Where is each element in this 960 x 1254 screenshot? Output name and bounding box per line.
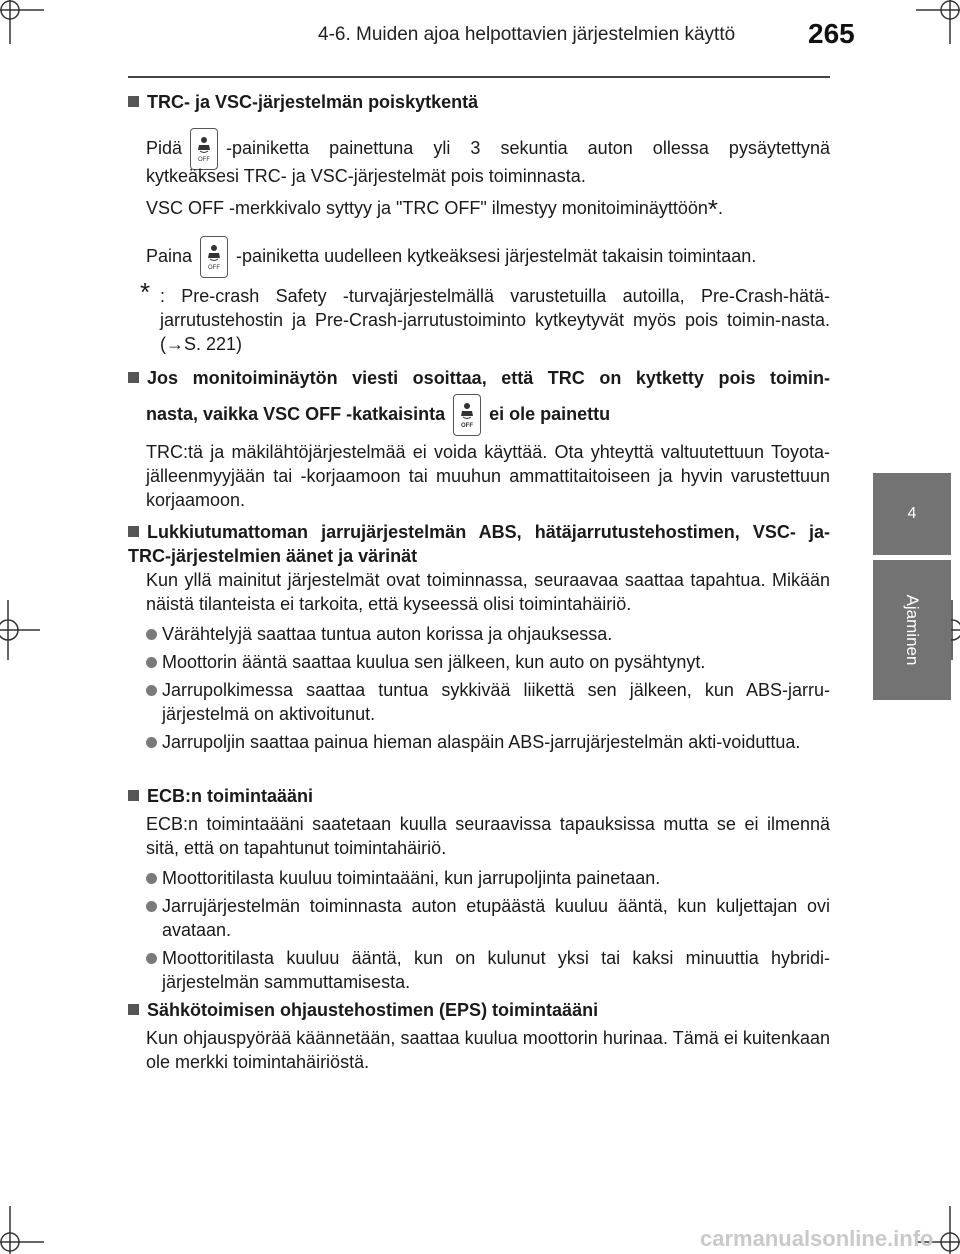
- heading-abs: Lukkiutumattoman jarrujärjestelmän ABS, hätäjarrutustehostimen, VSC- ja- TRC-järjestelmien äänet ja värinät: [128, 522, 830, 566]
- list-item: Moottoritilasta kuuluu toimintaääni, kun jarrupoljinta painetaan.: [146, 866, 830, 890]
- list-item: Jarrupolkimessa saattaa tuntua sykkivää liikettä sen jälkeen, kun ABS-jarru-järjestelmä on aktivoitunut.: [146, 678, 830, 726]
- trc-paragraph-3: Paina OFF -painiketta uudelleen kytkeäksesi järjestelmät takaisin toimintaan.: [146, 236, 830, 278]
- crop-mark-mid-left: [0, 600, 40, 660]
- list-item: Jarrupoljin saattaa painua hieman alaspäin ABS-jarrujärjestelmän akti-voiduttua.: [146, 730, 830, 754]
- heading-eps: Sähkötoimisen ohjaustehostimen (EPS) toimintaääni: [128, 998, 830, 1022]
- trc-paragraph-1-line-2: kytkeäksesi TRC- ja VSC-järjestelmät pois toiminnasta.: [146, 166, 586, 186]
- trc-paragraph-1-line-1: Pidä OFF -painiketta painettuna yli 3 sekuntia auton ollessa pysäytettynä: [146, 128, 830, 170]
- heading-ecb: ECB:n toimintaääni: [128, 784, 830, 808]
- bullet-dot-icon: [146, 629, 157, 640]
- svg-text:OFF: OFF: [198, 157, 211, 164]
- square-bullet-icon: [128, 526, 139, 537]
- bullet-dot-icon: [146, 901, 157, 912]
- list-item: Jarrujärjestelmän toiminnasta auton etupäästä kuuluu ääntä, kun kuljettajan ovi avataan.: [146, 894, 830, 942]
- bullet-dot-icon: [146, 657, 157, 668]
- section-title: 4-6. Muiden ajoa helpottavien järjestelmien käyttö: [318, 24, 736, 45]
- square-bullet-icon: [128, 1004, 139, 1015]
- square-bullet-icon: [128, 372, 139, 383]
- vsc-off-button-icon: [453, 394, 481, 436]
- bullet-dot-icon: [146, 873, 157, 884]
- bullet-dot-icon: [146, 737, 157, 748]
- bullet-dot-icon: [146, 685, 157, 696]
- heading-monitor-line-1: Jos monitoiminäytön viesti osoittaa, että TRC on kytketty pois toimin-: [128, 366, 830, 390]
- crop-mark-bottom-left: [0, 1206, 44, 1254]
- page-number: 265: [808, 18, 855, 49]
- bullet-dot-icon: [146, 953, 157, 964]
- trc-paragraph-2: VSC OFF -merkkivalo syttyy ja "TRC OFF" ilmestyy monitoiminäyttöön*.: [146, 194, 724, 224]
- crop-mark-top-left: [0, 0, 44, 44]
- list-item: Moottoritilasta kuuluu ääntä, kun on kulunut yksi tai kaksi minuuttia hybridi-järjestelmän sammuttamisesta.: [146, 946, 830, 994]
- heading-monitor-line-2: nasta, vaikka VSC OFF -katkaisinta OFF ei ole painettu: [146, 394, 848, 436]
- monitor-body: TRC:tä ja mäkilähtöjärjestelmää ei voida käyttää. Ota yhteyttä valtuutettuun Toyota-jälleenmyyjään tai -korjaamoon tai muuhun ammattitaitoiseen ja hyvin varustettuun korjaamoon.: [146, 442, 830, 510]
- footnote: * : Pre-crash Safety -turvajärjestelmällä varustetuilla autoilla, Pre-Crash-hätä-jarrutustehostin ja Pre-Crash-jarrutustoiminto kytkeytyvät myös pois toimin-nasta. (→S. 221): [140, 277, 830, 354]
- vsc-off-button-icon: [200, 236, 228, 278]
- svg-text:OFF: OFF: [208, 265, 221, 272]
- square-bullet-icon: [128, 790, 139, 801]
- list-item: Värähtelyjä saattaa tuntua auton korissa ja ohjauksessa.: [146, 622, 830, 646]
- chapter-number-tab: 4: [873, 473, 951, 555]
- eps-body: Kun ohjauspyörää käännetään, saattaa kuulua moottorin hurinaa. Tämä ei kuitenkaan ole merkki toimintahäiriöstä.: [146, 1028, 830, 1072]
- square-bullet-icon: [128, 96, 139, 107]
- ecb-body: ECB:n toimintaääni saatetaan kuulla seuraavissa tapauksissa mutta se ei ilmennä sitä, että on tapahtunut toimintahäiriö.: [146, 814, 830, 858]
- header-divider: [128, 76, 830, 78]
- list-item: Moottorin ääntä saattaa kuulua sen jälkeen, kun auto on pysähtynyt.: [146, 650, 830, 674]
- watermark: carmanualsonline.info: [700, 1226, 934, 1251]
- crop-mark-top-right: [916, 0, 960, 44]
- chapter-label-tab: [873, 560, 951, 700]
- heading-trc: TRC- ja VSC-järjestelmän poiskytkentä: [128, 90, 830, 114]
- chapter-label: Ajaminen: [903, 594, 922, 666]
- svg-text:OFF: OFF: [461, 423, 474, 430]
- abs-body: Kun yllä mainitut järjestelmät ovat toiminnassa, seuraavaa saattaa tapahtua. Mikään näistä tilanteista ei tarkoita, että kyseessä olisi toimintahäiriö.: [146, 570, 830, 614]
